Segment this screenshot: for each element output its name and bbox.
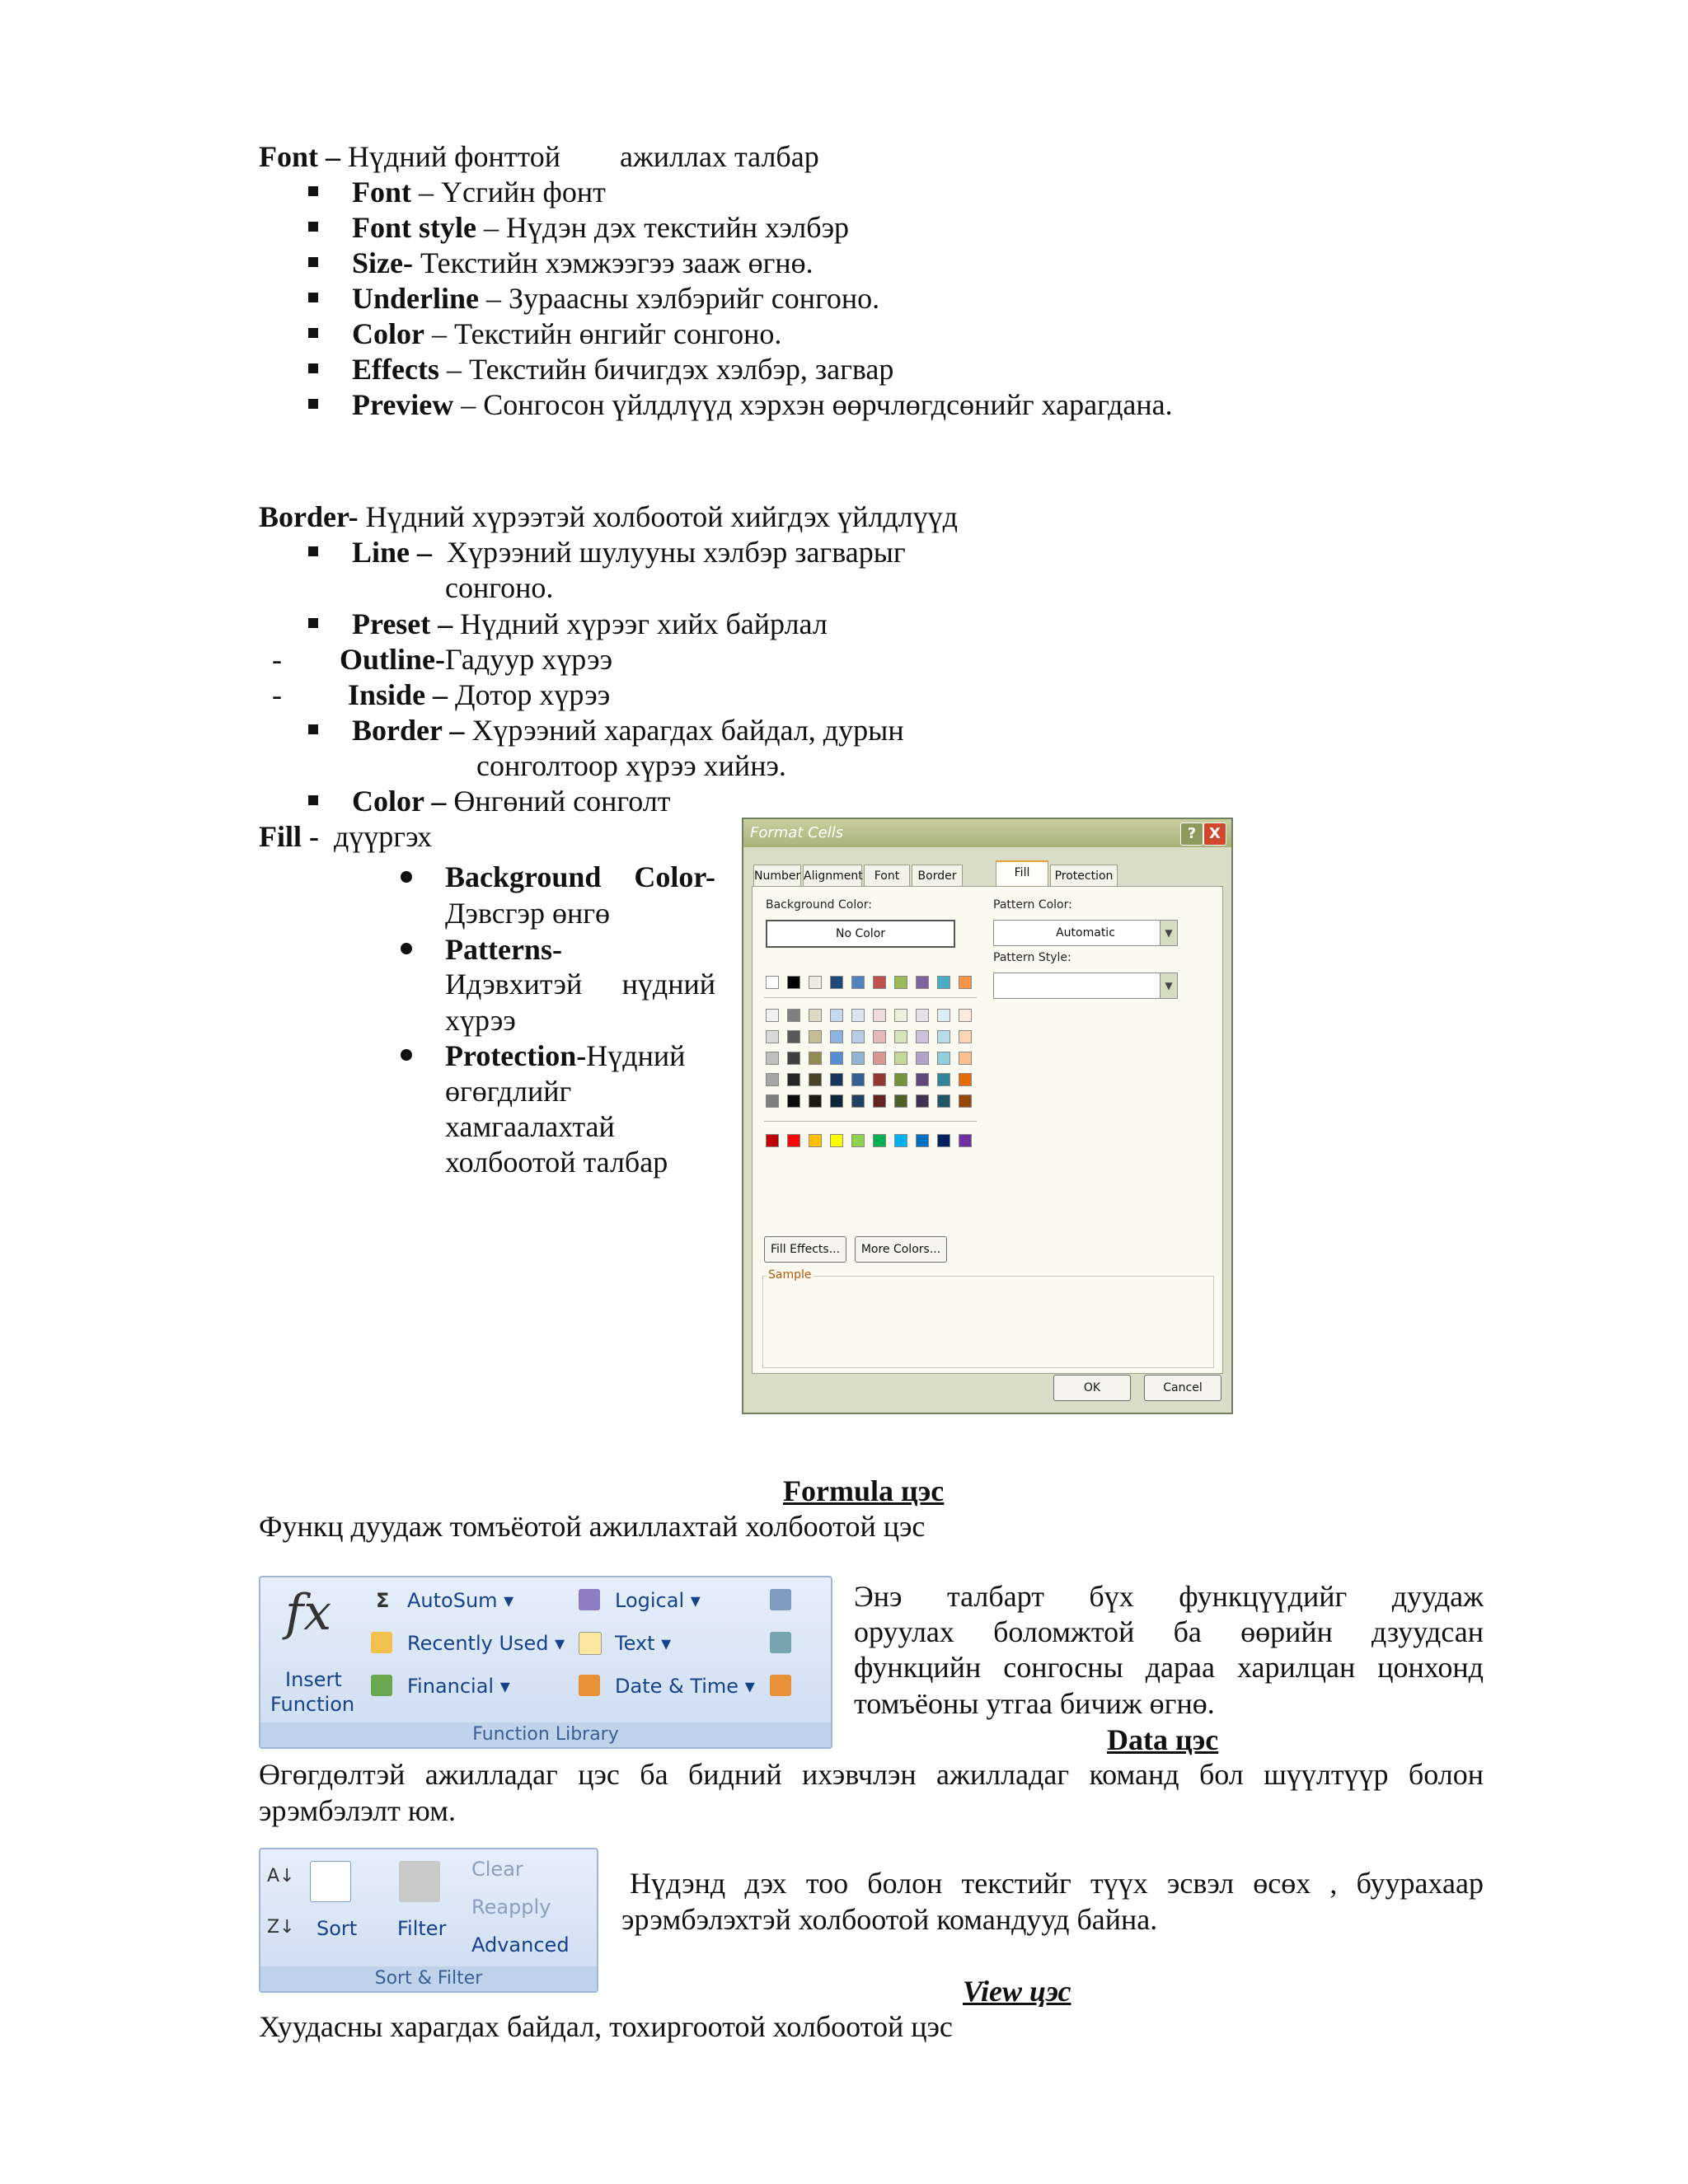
tint-color-swatch[interactable] [873,1030,886,1043]
line-desc: Хүрээний шулууны хэлбэр загварыг [432,536,906,569]
formula-para-line-4: томъёоны утгаа бичиж өгнө. [854,1687,1215,1720]
protection-desc-2: өгөгдлийг [445,1075,572,1108]
tint-color-swatch[interactable] [830,1030,843,1043]
tint-color-swatch[interactable] [809,1052,822,1065]
inside-dash: - [272,678,282,711]
font-item-desc: – Зураасны хэлбэрийг сонгоно. [479,282,880,315]
outline-desc: Гадуур хүрээ [445,643,613,676]
tint-color-swatch[interactable] [894,1030,907,1043]
star-book-icon [371,1632,392,1653]
bg-color-term-line [445,860,715,895]
pattern-style-select[interactable] [993,972,1178,999]
date-time-button[interactable]: Date & Time ▾ [615,1675,755,1698]
border-outline-item [340,641,612,677]
reapply-button[interactable]: Reapply [471,1896,551,1919]
theme-color-swatch[interactable] [809,976,822,989]
fill-section-heading [259,818,432,855]
theme-color-swatch[interactable] [916,976,929,989]
tint-color-swatch[interactable] [787,1073,800,1086]
tint-color-swatch[interactable] [894,1094,907,1108]
bullet-square-icon [308,724,318,734]
font-item-term: Font [352,176,411,209]
border-desc-cont: сонголтоор хүрээ хийнэ. [476,749,786,782]
tint-color-swatch[interactable] [809,1009,822,1022]
tab-alignment[interactable]: Alignment [803,865,862,888]
pattern-style-label: Pattern Style: [993,951,1071,964]
standard-color-swatch[interactable] [851,1134,865,1147]
border-term: Border – [352,714,465,747]
formula-para-line-2: оруулах боломжтой ба өөрийн дзуудсан [854,1615,1484,1648]
tab-font[interactable]: Font [864,865,910,888]
cancel-button[interactable]: Cancel [1144,1375,1221,1401]
tint-color-swatch[interactable] [916,1073,929,1086]
font-item-term: Size- [352,246,413,279]
tab-border[interactable]: Border [912,865,963,888]
border-line-item [352,534,906,570]
bullet-square-icon [308,618,318,628]
font-item-term: Preview [352,388,454,421]
fx-icon[interactable]: fx [285,1584,332,1642]
font-item [352,209,849,246]
tint-color-swatch[interactable] [851,1009,865,1022]
data-para-line-2: эрэмбэлэхтэй холбоотой командууд байна. [621,1903,1158,1936]
theme-color-swatch[interactable] [894,976,907,989]
clear-button[interactable]: Clear [471,1858,523,1881]
patterns-desc-cont: хүрээ [445,1004,516,1037]
chevron-down-icon[interactable]: ▼ [1160,973,1177,998]
font-item-term: Font style [352,211,476,244]
font-item-desc: – Текстийн бичигдэх хэлбэр, загвар [438,353,894,386]
font-item-desc: – Нүдэн дэх текстийн хэлбэр [476,211,850,244]
dialog-titlebar [743,819,1231,847]
tab-number[interactable]: Number [753,865,801,888]
tint-color-swatch[interactable] [851,1073,865,1086]
theme-color-swatch[interactable] [959,976,972,989]
formula-para-line-1: Энэ талбарт бүх функцүүдийг дуудаж [854,1580,1484,1613]
theme-color-swatch[interactable] [937,976,950,989]
tint-color-swatch[interactable] [873,1073,886,1086]
protection-desc-3: хамгаалахтай [445,1110,615,1143]
insert-function-label[interactable]: Insert [285,1668,342,1691]
protection-desc-4: холбоотой талбар [445,1146,668,1179]
tab-fill[interactable]: Fill [996,860,1048,888]
standard-color-swatch[interactable] [787,1134,800,1147]
tint-color-swatch[interactable] [766,1073,779,1086]
bullet-square-icon [308,257,318,267]
sort-az-icon[interactable]: A↓ [267,1866,295,1886]
tint-color-swatch[interactable] [787,1094,800,1108]
tint-color-swatch[interactable] [916,1094,929,1108]
tint-color-swatch[interactable] [937,1052,950,1065]
data-heading: Data цэс [1107,1723,1219,1756]
border-desc: Хүрээний харагдах байдал, дурын [464,714,904,747]
standard-color-swatch[interactable] [809,1134,822,1147]
theme-color-swatch[interactable] [873,976,886,989]
preset-desc: Нүдний хүрээг хийх байрлал [452,607,828,640]
theme-color-swatch[interactable] [787,976,800,989]
tint-color-swatch[interactable] [851,1094,865,1108]
tint-color-swatch[interactable] [894,1073,907,1086]
tint-color-swatch[interactable] [766,1094,779,1108]
bullet-square-icon [308,293,318,302]
bg-color-desc: Дэвсгэр өнгө [445,897,611,930]
font-item [352,387,1173,423]
font-section-heading [259,138,819,175]
tint-color-swatch[interactable] [916,1030,929,1043]
function-library-ribbon [259,1576,832,1749]
theme-color-swatch[interactable] [851,976,865,989]
financial-button[interactable]: Financial ▾ [407,1675,510,1698]
advanced-button[interactable]: Advanced [471,1933,570,1957]
more-colors-button[interactable]: More Colors... [855,1236,947,1263]
font-item-desc: – Текстийн өнгийг сонгоно. [424,317,782,350]
tint-color-swatch[interactable] [937,1030,950,1043]
bullet-dot-icon [401,943,412,954]
sample-label: Sample [768,1268,812,1282]
border-heading-term: Border- [259,500,359,533]
standard-color-swatch[interactable] [916,1134,929,1147]
tint-color-swatch[interactable] [959,1009,972,1022]
border-border-item [352,712,904,748]
text-a-icon [579,1632,602,1655]
financial-icon [371,1675,392,1696]
sort-dialog-icon [310,1861,351,1902]
border-inside-item [348,677,610,713]
border-section-heading [259,499,958,535]
patterns-desc: Идэвхитэй нүдний [445,968,715,1001]
view-heading: View цэс [963,1975,1071,2008]
protection-item [445,1038,685,1074]
font-heading-desc: Нүдний фонттой ажиллах талбар [348,140,819,173]
tint-color-swatch[interactable] [894,1009,907,1022]
color-term: Color – [352,785,447,818]
function-library-label: Function Library [260,1722,831,1747]
inside-desc: Дотор хүрээ [448,678,611,711]
standard-color-swatch[interactable] [830,1134,843,1147]
no-color-button[interactable]: No Color [766,920,955,948]
bg-color-label: Background Color: [766,898,872,912]
tint-color-swatch[interactable] [809,1094,822,1108]
line-term: Line – [352,536,433,569]
sigma-icon: Σ [376,1589,390,1612]
close-button[interactable]: X [1203,823,1226,846]
tint-color-swatch[interactable] [937,1009,950,1022]
tint-color-swatch[interactable] [851,1030,865,1043]
tint-color-swatch[interactable] [937,1094,950,1108]
font-item [352,174,606,210]
standard-color-swatch[interactable] [766,1134,779,1147]
tint-color-swatch[interactable] [787,1052,800,1065]
outline-term: Outline- [340,643,446,676]
tab-protection[interactable]: Protection [1050,865,1118,888]
font-item-desc: Текстийн хэмжээгээ зааж өгнө. [412,246,814,279]
font-item-term: Underline [352,282,480,315]
inside-term: Inside – [348,678,448,711]
tint-color-swatch[interactable] [830,1009,843,1022]
insert-function-label-2[interactable]: Function [270,1693,355,1716]
bullet-square-icon [308,795,318,805]
protection-term: Protection- [445,1039,587,1072]
tint-color-swatch[interactable] [766,1009,779,1022]
standard-color-swatch[interactable] [873,1134,886,1147]
formula-desc: Функц дуудаж томъёотой ажиллахтай холбоотой цэс [259,1510,926,1543]
recently-used-button[interactable]: Recently Used ▾ [407,1632,565,1655]
bullet-dot-icon [401,871,412,883]
tint-color-swatch[interactable] [766,1052,779,1065]
tint-color-swatch[interactable] [830,1073,843,1086]
pattern-color-select[interactable] [993,920,1178,946]
bg-color-term: Background Color- [445,860,715,893]
border-color-item [352,783,671,819]
tint-color-swatch[interactable] [916,1009,929,1022]
filter-funnel-icon [399,1861,440,1902]
outline-dash: - [272,643,282,676]
standard-color-swatch[interactable] [894,1134,907,1147]
font-item-term: Color [352,317,424,350]
bullet-square-icon [308,186,318,196]
data-para-line-1: Нүдэнд дэх тоо болон текстийг түүх эсвэл өсөх , буурахаар [630,1867,1484,1900]
standard-color-swatch[interactable] [937,1134,950,1147]
format-cells-dialog [742,818,1233,1414]
fill-heading-desc: дүүргэх [318,820,433,853]
tint-color-swatch[interactable] [830,1052,843,1065]
calendar-icon [579,1675,600,1696]
tint-color-swatch[interactable] [873,1052,886,1065]
border-preset-item [352,606,828,642]
tint-color-swatch[interactable] [894,1052,907,1065]
tint-color-swatch[interactable] [959,1052,972,1065]
data-desc-line-2: эрэмбэлэлт юм. [259,1794,457,1827]
tint-color-swatch[interactable] [916,1052,929,1065]
bullet-square-icon [308,546,318,556]
data-desc-line-1: Өгөгдөлтэй ажилладаг цэс ба бидний ихэвчлэн ажилладаг команд бол шүүлтүүр болон [259,1758,1484,1791]
filter-button[interactable]: Filter [397,1917,447,1940]
bullet-square-icon [308,328,318,338]
font-item [352,245,814,281]
font-item [352,316,781,352]
color-desc: Өнгөний сонголт [446,785,671,818]
font-item-term: Effects [352,353,439,386]
theme-color-swatch[interactable] [830,976,843,989]
tint-color-swatch[interactable] [937,1073,950,1086]
tint-color-swatch[interactable] [809,1030,822,1043]
dialog-title: Format Cells [750,824,844,841]
border-heading-desc: Нүдний хүрээтэй холбоотой хийгдэх үйлдлүүд [358,500,958,533]
tint-color-swatch[interactable] [873,1094,886,1108]
tint-color-swatch[interactable] [830,1094,843,1108]
tint-color-swatch[interactable] [809,1073,822,1086]
sort-filter-ribbon [259,1848,598,1993]
theme-color-swatch[interactable] [766,976,779,989]
tint-color-swatch[interactable] [959,1094,972,1108]
bullet-square-icon [308,222,318,232]
text-button[interactable]: Text ▾ [615,1632,672,1655]
tint-color-swatch[interactable] [851,1052,865,1065]
tint-color-swatch[interactable] [787,1030,800,1043]
bullet-dot-icon [401,1049,412,1061]
tint-color-swatch[interactable] [766,1030,779,1043]
line-desc-cont: сонгоно. [445,571,554,604]
help-button[interactable]: ? [1180,823,1203,846]
logical-button[interactable]: Logical ▾ [615,1589,701,1612]
patterns-term-line [445,931,562,968]
font-item-desc: – Сонгосон үйлдлүүд хэрхэн өөрчлөгдсөнийг харагдана. [453,388,1173,421]
font-item-desc: – Үсгийн фонт [411,176,606,209]
view-desc: Хуудасны харагдах байдал, тохиргоотой холбоотой цэс [259,2010,953,2043]
palette-divider [764,997,977,998]
sample-box [762,1268,1214,1368]
tint-color-swatch[interactable] [873,1009,886,1022]
fill-tab-panel [752,886,1223,1374]
autosum-button[interactable]: AutoSum ▾ [407,1589,514,1612]
tint-color-swatch[interactable] [959,1030,972,1043]
logical-icon [579,1589,600,1610]
protection-desc: Нүдний [586,1039,686,1072]
bullet-square-icon [308,363,318,373]
patterns-term: Patterns- [445,933,562,966]
chevron-down-icon[interactable]: ▼ [1160,921,1177,945]
sort-filter-label: Sort & Filter [260,1966,597,1991]
standard-color-swatch[interactable] [959,1134,972,1147]
palette-divider [764,1121,977,1122]
lookup-icon[interactable] [770,1589,791,1610]
pattern-color-label: Pattern Color: [993,898,1072,912]
sort-button[interactable]: Sort [316,1917,358,1940]
math-trig-icon[interactable] [770,1632,791,1653]
preset-term: Preset – [352,607,453,640]
ok-button[interactable]: OK [1053,1375,1131,1401]
fill-effects-button[interactable]: Fill Effects... [764,1236,846,1263]
bullet-square-icon [308,399,318,409]
more-functions-icon[interactable] [770,1675,791,1696]
tint-color-swatch[interactable] [959,1073,972,1086]
formula-heading: Formula цэс [783,1474,945,1507]
sort-za-icon[interactable]: Z↓ [267,1917,295,1938]
pattern-color-value: Automatic [1056,926,1115,940]
font-item [352,280,879,316]
tint-color-swatch[interactable] [787,1009,800,1022]
font-heading-term: Font – [259,140,340,173]
formula-para-line-3: функцийн сонгосны дараа харилцан цонхонд [854,1651,1484,1684]
font-item [352,351,893,387]
fill-heading-term: Fill - [259,820,319,853]
